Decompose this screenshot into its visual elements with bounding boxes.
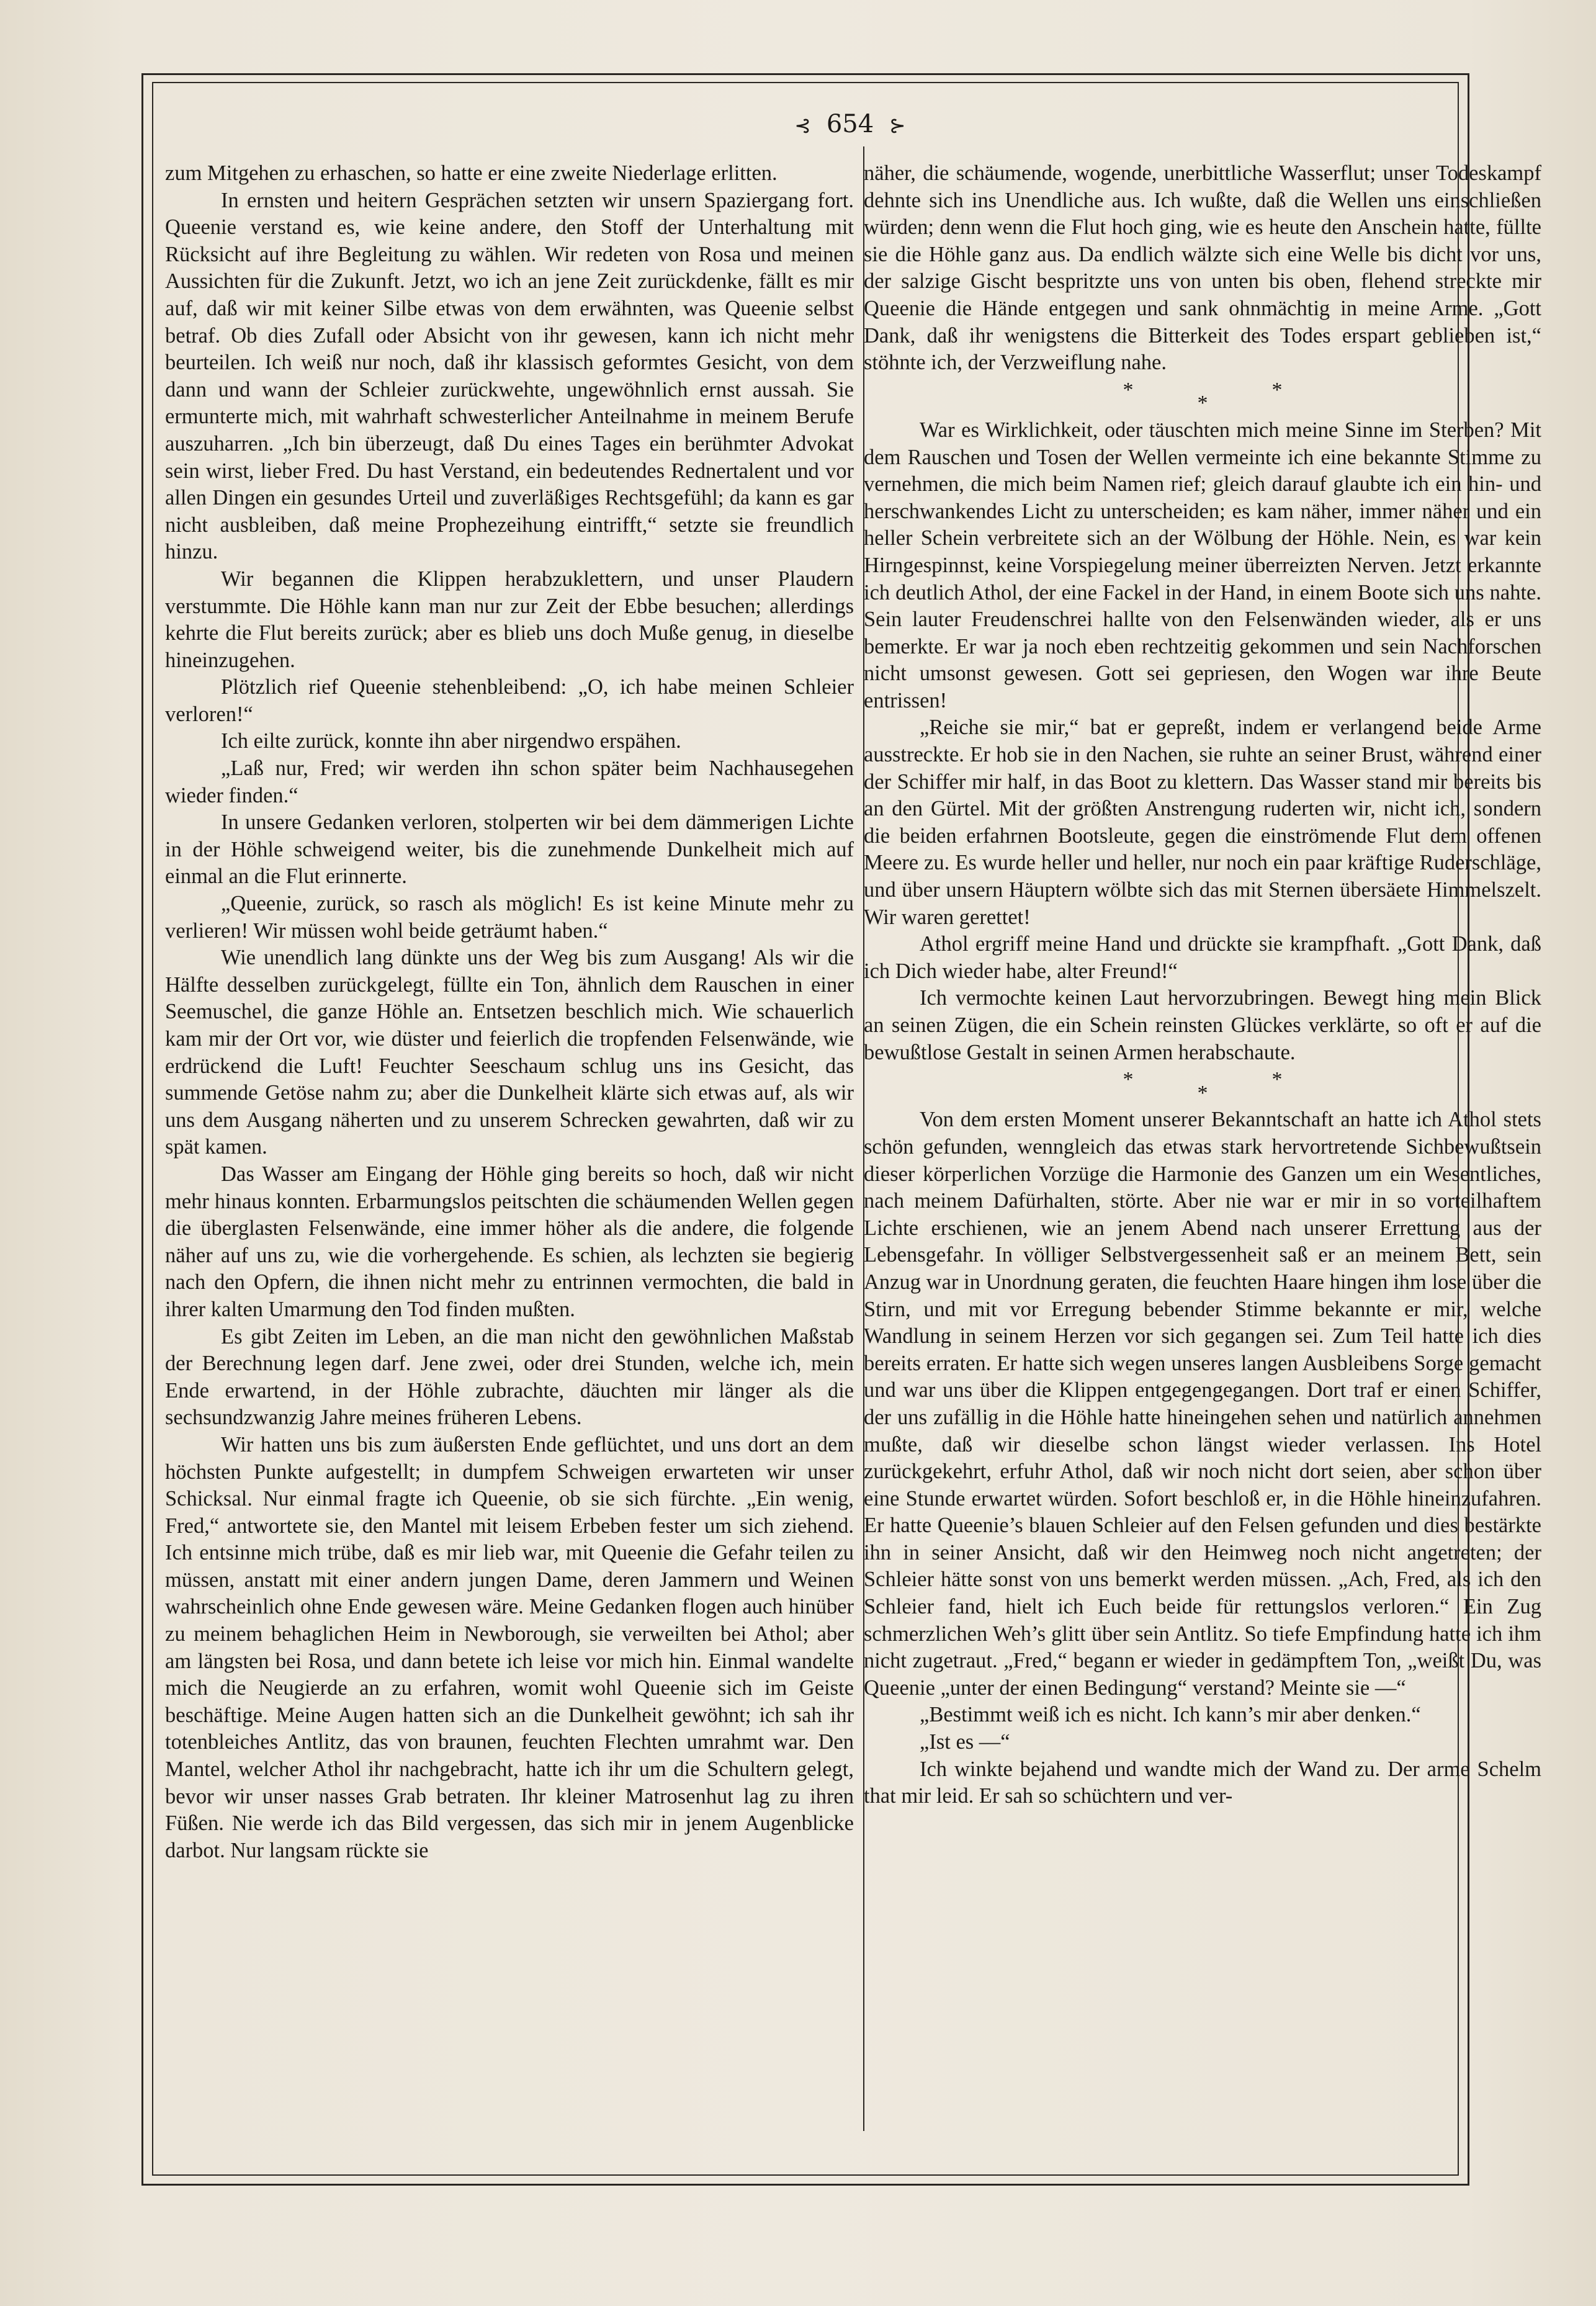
ornament-right: ⊱ xyxy=(889,114,906,137)
paragraph: Von dem ersten Moment unserer Bekanntschaft an hatte ich Athol stets schön gefunden, wenngleich das etwas stark hervortretende Sichbewußtsein dieser körperlichen Vorzüge die Harmonie des Ganzen um ein Wesentliches, nach meinem Dafürhalten, störte. Aber nie war er mir in so vorteilhaftem Lichte erschienen, wie an jenem Abend nach unserer Errettung aus der Lebensgefahr. In völliger Selbstvergessenheit saß er an meinem Bett, sein Anzug war in Unordnung geraten, die feuchten Haare hingen ihm lose über die Stirn, und mit vor Erregung bebender Stimme bekannte er mir, welche Wandlung in seinem Herzen vor sich gegangen sei. Zum Teil hatte ich dies bereits erraten. Er hatte sich wegen unseres langen Ausbleibens Sorge gemacht und war uns über die Klippen entgegengegangen. Dort traf er einen Schiffer, der uns zufällig in die Höhle hatte hineingehen sehen und natürlich annehmen mußte, daß wir dieselbe schon längst wieder verlassen. Ins Hotel zurückgekehrt, erfuhr Athol, daß wir noch nicht dort seien, aber schon über eine Stunde erwartet würden. Sofort beschloß er, in die Höhle hineinzufahren. Er hatte Queenie’s blauen Schleier auf den Felsen gefunden und dies bestärkte ihn in seiner Ansicht, daß wir den Heimweg noch nicht angetreten; der Schleier hätte sonst von uns bemerkt werden müssen. „Ach, Fred, als ich den Schleier fand, hielt ich Euch beide für rettungslos verloren.“ Ein Zug schmerzlichen Weh’s glitt über sein Antlitz. So tiefe Empfindung hatte ich ihm nicht zugetraut. „Fred,“ begann er wieder in gedämpftem Ton, „weißt Du, was Queenie „unter der einen Bedingung“ verstand? Meinte sie —“ xyxy=(864,1108,1541,1700)
paragraph: Athol ergriff meine Hand und drückte sie krampfhaft. „Gott Dank, daß ich Dich wieder habe, alter Freund!“ xyxy=(864,932,1541,983)
paragraph: Ich vermochte keinen Laut hervorzubringen. Bewegt hing mein Blick an seinen Zügen, die ein Schein reinsten Glückes verklärte, so oft er auf die bewußtlose Gestalt in seinen Armen herabschaute. xyxy=(864,986,1541,1064)
ornament-left: ⊰ xyxy=(794,114,812,137)
page-number: 654 xyxy=(826,110,874,138)
left-column xyxy=(165,160,854,2133)
right-column-section-3 xyxy=(864,1106,1541,1810)
section-separator-1 xyxy=(864,377,1541,417)
right-column xyxy=(864,160,1541,2133)
star: * xyxy=(1123,378,1134,402)
right-column-section-1 xyxy=(864,160,1541,377)
paragraph: War es Wirklichkeit, oder täuschten mich meine Sinne im Sterben? Mit dem Rauschen und Tosen der Wellen vermeinte ich eine bekannte Stimme zu vernehmen, die mich beim Namen rief; gleich darauf glaubte ich ein hin- und herschwankendes Licht zu unterscheiden; es kam näher, immer näher und ein heller Schein verbreitete sich an der Wölbung der Höhle. Nein, es war kein Hirngespinnst, keine Vorspiegelung meiner überreizten Nerven. Jetzt erkannte ich deutlich Athol, der eine Fackel in der Hand, in einem Boote sich uns nahte. Sein lauter Freudenschrei hallte von den Felsenwänden wieder, als er uns bemerkte. Er war ja noch eben rechtzeitig gekommen und sein Nachforschen nicht umsonst gewesen. Gott sei gepriesen, den Wogen war ihre Beute entrissen! xyxy=(864,418,1541,712)
paragraph: In ernsten und heitern Gesprächen setzten wir unsern Spaziergang fort. Queenie verstand es, wie keine andere, den Stoff der Unterhaltung mit Rücksicht auf ihre Begleitung zu wählen. Wir redeten von Rosa und meinen Aussichten für die Zukunft. Jetzt, wo ich an jene Zeit zurückdenke, fällt es mir auf, daß wir mit keiner Silbe etwas von dem erwähnten, was Queenie selbst betraf. Ob dies Zufall oder Absicht von ihr gewesen, kann ich nicht mehr beurteilen. Ich weiß nur noch, daß ihr klassisch geformtes Gesicht, von dem dann und wann der Schleier zurückwehte, ungewöhnlich ernst aussah. Sie ermunterte mich, mit wahrhaft schwesterlicher Anteilnahme in meinem Berufe auszuharren. „Ich bin überzeugt, daß Du eines Tages ein berühmter Advokat sein wirst, lieber Fred. Du hast Verstand, ein bedeutendes Rednertalent und vor allen Dingen ein gesundes Urteil und zuverläßiges Rechtsgefühl; da kann es gar nicht ausbleiben, daß meine Prophezeihung eintrifft,“ setzte sie freundlich hinzu. xyxy=(165,188,854,564)
paragraph: Wir hatten uns bis zum äußersten Ende geflüchtet, und uns dort an dem höchsten Punkte aufgestellt; in dumpfem Schweigen erwarteten wir unser Schicksal. Nur einmal fragte ich Queenie, ob sie sich fürchte. „Ein wenig, Fred,“ antwortete sie, den Mantel mit leisem Erbeben fester um sich ziehend. Ich entsinne mich trübe, daß es mir lieb war, mit Queenie die Gefahr teilen zu müssen, anstatt mit einer andern jungen Dame, deren Jammern und Weinen wahrscheinlich ohne Ende gewesen wäre. Meine Gedanken flogen auch hinüber zu meinem behaglichen Heim in Newborough, sie verweilten bei Athol; aber am längsten bei Rosa, und dann betete ich leise vor mich hin. Einmal wandelte mich die Neugierde an zu erfahren, womit wohl Queenie sich im Geiste beschäftige. Meine Augen hatten sich an die Dunkelheit gewöhnt; ich sah ihr totenbleiches Antlitz, das von braunen, feuchten Flechten umrahmt war. Den Mantel, welcher Athol ihr nachgebracht, hatte ich ihr um die Schultern gelegt, bevor wir unser nasses Grab betraten. Ihr kleiner Matrosenhut lag zu ihren Füßen. Nie werde ich das Bild vergessen, das sich mir in jenem Augenblicke darbot. Nur langsam rückte sie xyxy=(165,1432,854,1862)
star: * xyxy=(1271,378,1283,402)
star: * xyxy=(1123,1068,1134,1092)
paragraph: zum Mitgehen zu erhaschen, so hatte er eine zweite Niederlage erlitten. xyxy=(165,161,778,185)
star: * xyxy=(1271,1068,1283,1092)
right-column-section-2 xyxy=(864,417,1541,1066)
paragraph: Das Wasser am Eingang der Höhle ging bereits so hoch, daß wir nicht mehr hinaus konnten. Erbarmungslos peitschten die schäumenden Wellen gegen die überglasten Felsenwände, eine immer höher als die andere, die folgende näher auf uns zu, wie die vorhergehende. Es schien, als lechzten sie begierig nach den Opfern, die ihnen nicht mehr zu entrinnen vermochten, die bald in ihrer kalten Umarmung den Tod finden mußten. xyxy=(165,1162,854,1321)
paragraph: näher, die schäumende, wogende, unerbittliche Wasserflut; unser Todeskampf dehnte sich ins Unendliche aus. Ich wußte, daß die Wellen uns einschließen würden; denn wenn die Flut hoch ging, wie es heute den Anschein hatte, füllte sie die Höhle ganz aus. Da endlich wälzte sich eine Welle bis dicht vor uns, der salzige Gischt bespritzte uns von unten bis oben, flehend streckte mir Queenie die Hände entgegen und sank ohnmächtig in meine Arme. „Gott Dank, daß ihr wenigstens die Bitterkeit des Todes erspart geblieben ist,“ stöhnte ich, der Verzweiflung nahe. xyxy=(864,161,1541,375)
paragraph: Es gibt Zeiten im Leben, an die man nicht den gewöhnlichen Maßstab der Berechnung legen darf. Jene zwei, oder drei Stunden, welche ich, mein Ende erwartend, in der Höhle zubrachte, däuchten mir länger als die sechsundzwanzig Jahre meines früheren Lebens. xyxy=(165,1324,854,1430)
paragraph: Plötzlich rief Queenie stehenbleibend: „O, ich habe meinen Schleier verloren!“ xyxy=(165,675,854,726)
paragraph: In unsere Gedanken verloren, stolperten wir bei dem dämmerigen Lichte in der Höhle schweigend weiter, bis die zunehmende Dunkelheit mich auf einmal an die Flut erinnerte. xyxy=(165,810,854,889)
star: * xyxy=(1197,392,1208,415)
paragraph: „Reiche sie mir,“ bat er gepreßt, indem er verlangend beide Arme ausstreckte. Er hob sie in den Nachen, sie ruhte an seiner Brust, während einer der Schiffer mir half, in das Boot zu klettern. Das Wasser stand mir bereits bis an den Gürtel. Mit der größten Anstrengung ruderten wir, nicht ich, sondern die beiden erfahrnen Bootsleute, gegen die einströmende Flut dem offenen Meere zu. Es wurde heller und heller, nur noch ein paar kräftige Ruderschläge, und über unsern Häuptern wölbte sich das mit Sternen übersäete Himmelszelt. Wir waren gerettet! xyxy=(864,716,1541,929)
paragraph: „Queenie, zurück, so rasch als möglich! Es ist keine Minute mehr zu verlieren! Wir müssen wohl beide geträumt haben.“ xyxy=(165,892,854,943)
star: * xyxy=(1197,1081,1208,1105)
paragraph: „Laß nur, Fred; wir werden ihn schon später beim Nachhausegehen wieder finden.“ xyxy=(165,756,854,807)
section-separator-2 xyxy=(864,1066,1541,1106)
paragraph: Ich winkte bejahend und wandte mich der Wand zu. Der arme Schelm that mir leid. Er sah so schüchtern und ver- xyxy=(864,1757,1541,1808)
paragraph: Ich eilte zurück, konnte ihn aber nirgendwo erspähen. xyxy=(221,729,681,753)
page-header xyxy=(726,107,974,141)
paragraph: „Bestimmt weiß ich es nicht. Ich kann’s mir aber denken.“ xyxy=(920,1703,1421,1727)
paragraph: „Ist es —“ xyxy=(920,1730,1010,1754)
paragraph: Wir begannen die Klippen herabzuklettern, und unser Plaudern verstummte. Die Höhle kann man nur zur Zeit der Ebbe besuchen; allerdings kehrte die Flut bereits zurück; aber es blieb uns doch Muße genug, in dieselbe hineinzugehen. xyxy=(165,567,854,672)
paragraph: Wie unendlich lang dünkte uns der Weg bis zum Ausgang! Als wir die Hälfte desselben zurückgelegt, füllte ein Ton, ähnlich dem Rauschen in einer Seemuschel, die ganze Höhle an. Entsetzen beschlich mich. Wie schauerlich kam mir der Ort vor, wie düster und feierlich die tropfenden Felsenwände, wie erdrückend die Luft! Feuchter Seeschaum schlug uns ins Gesicht, das summende Getöse nahm zu; aber die Dunkelheit klärte sich etwas auf, als wir uns dem Ausgang näherten und zu unserem Schrecken gewahrten, daß wir zu spät kamen. xyxy=(165,946,854,1159)
